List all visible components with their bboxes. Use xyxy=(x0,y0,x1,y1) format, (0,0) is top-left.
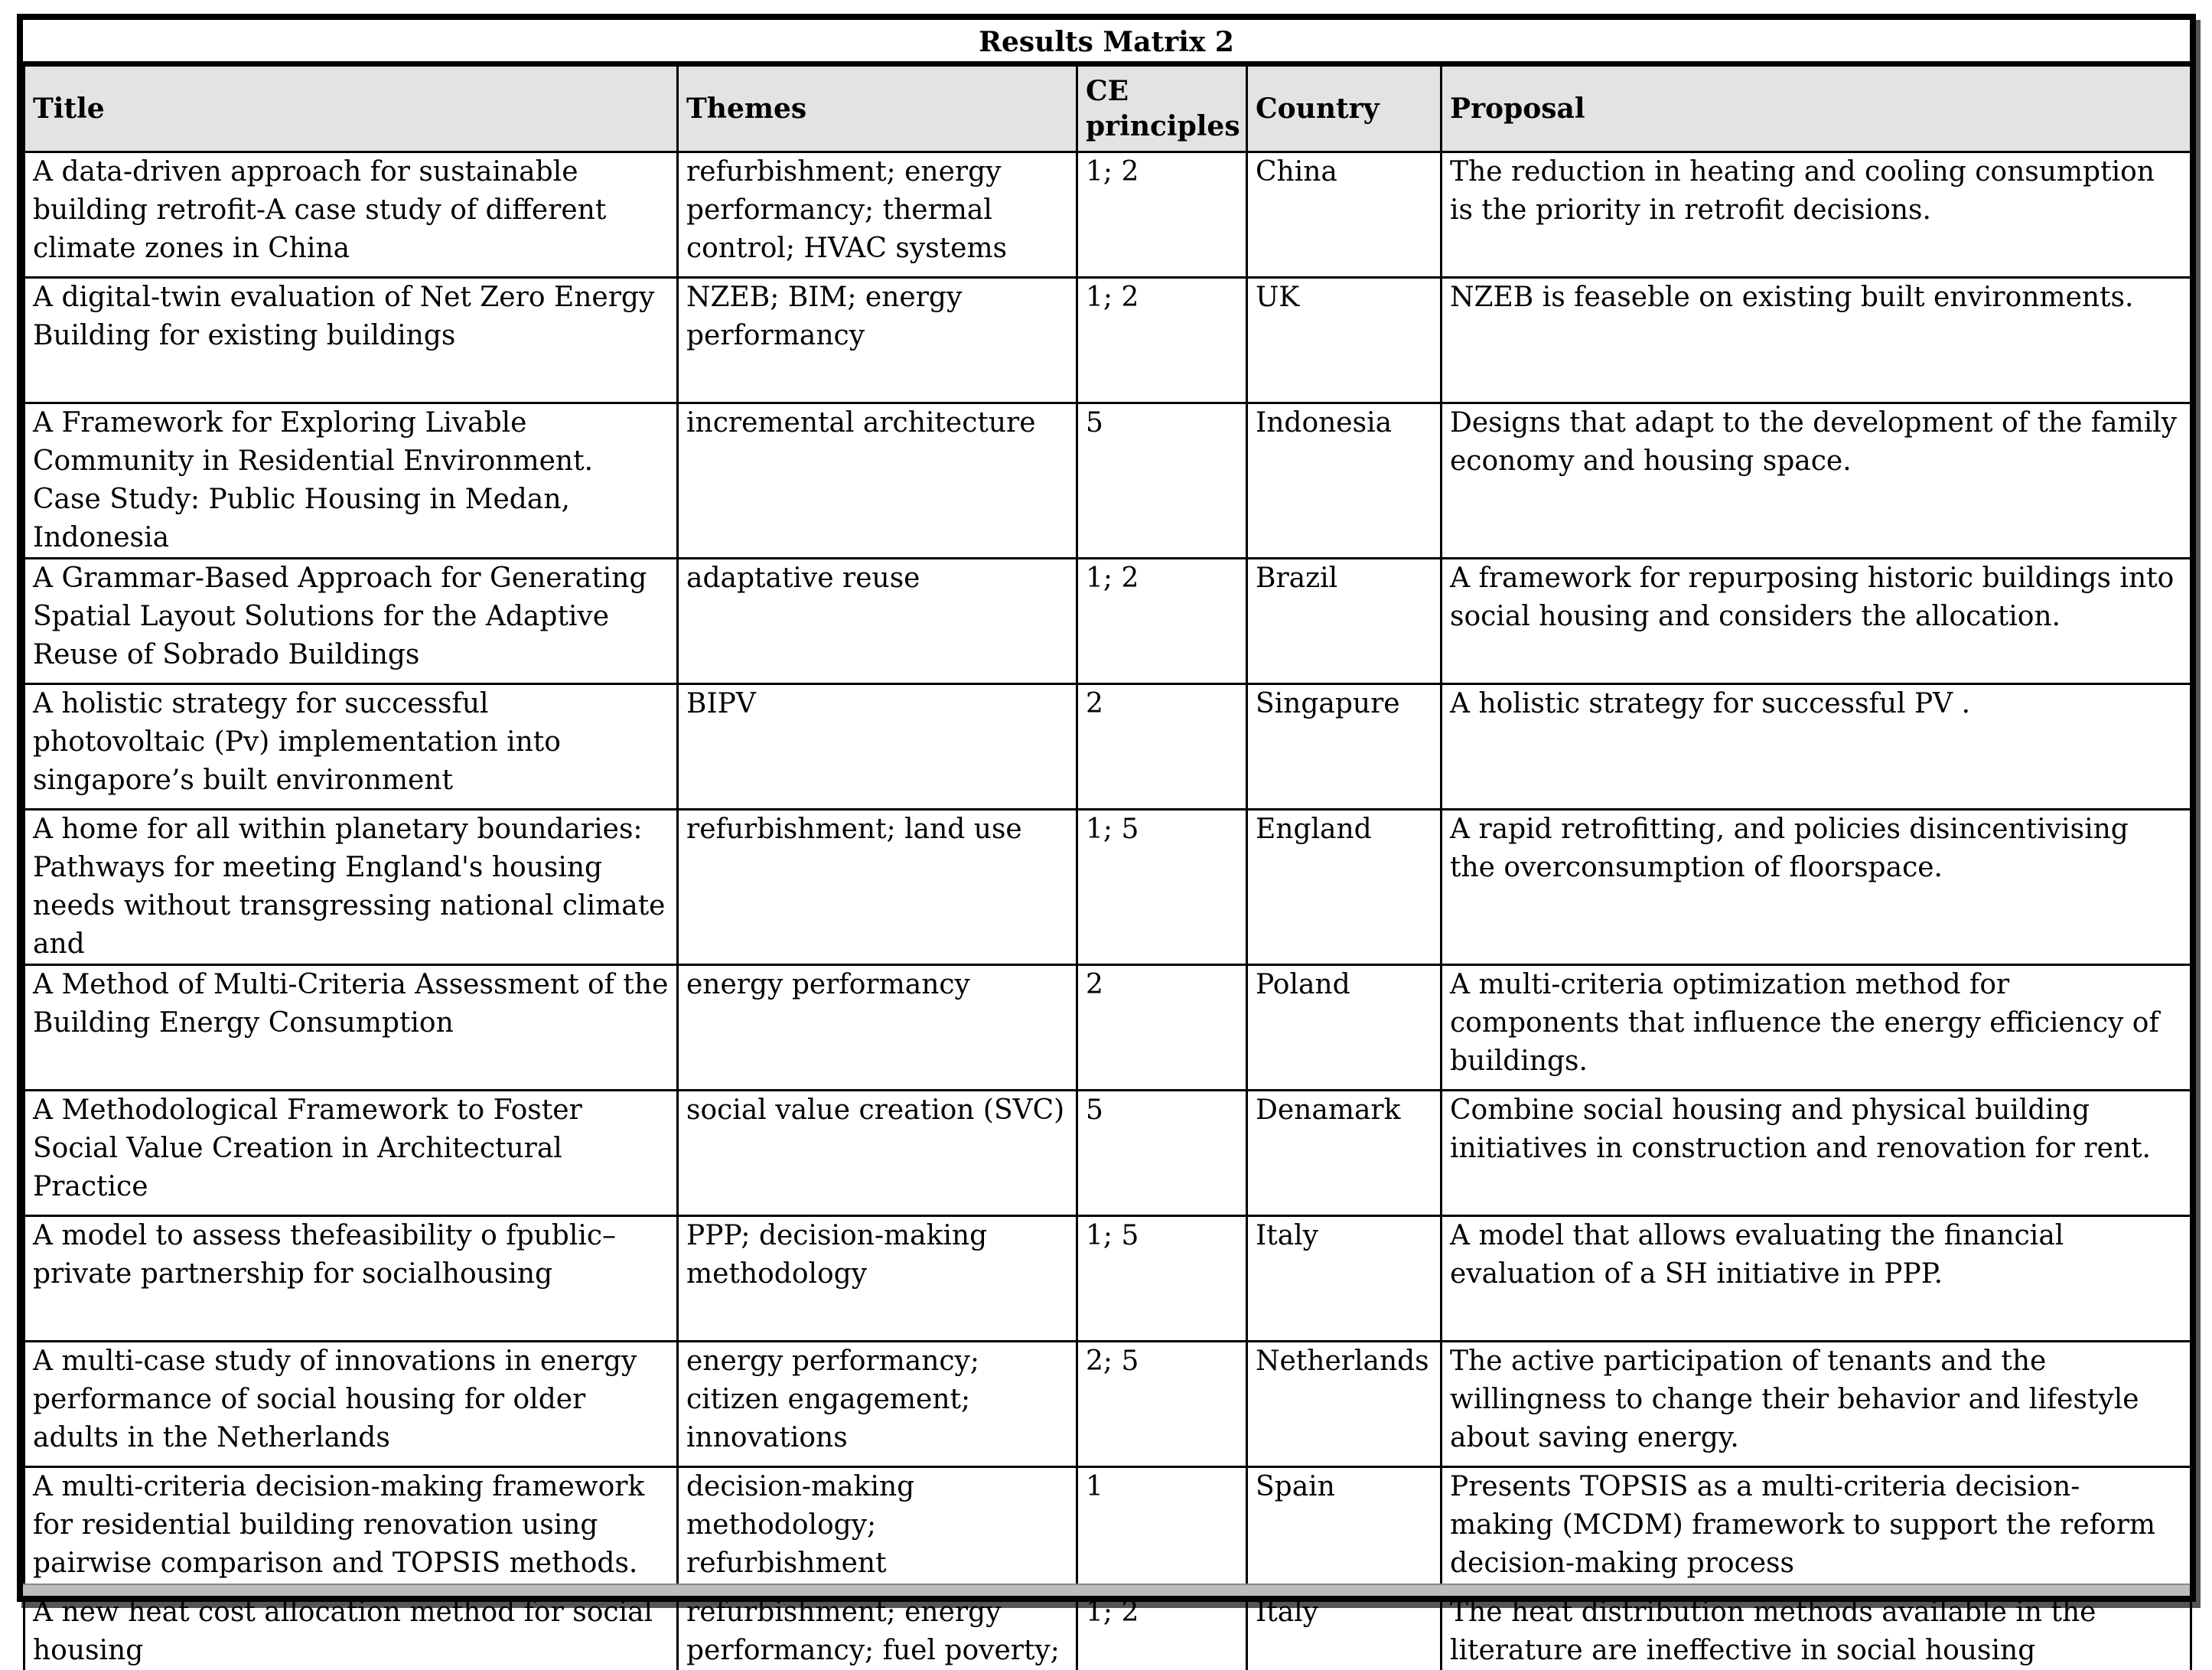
header-themes: Themes xyxy=(678,66,1077,152)
cell-title: A model to assess thefeasibility o fpublic–private partnership for socialhousing xyxy=(24,1216,678,1342)
cell-ce: 1; 2 xyxy=(1077,1593,1247,1670)
cell-ce: 2 xyxy=(1077,684,1247,810)
results-matrix-table xyxy=(23,64,2192,1670)
cell-proposal: Combine social housing and physical building initiatives in construction and renovation for rent. xyxy=(1442,1091,2191,1216)
cell-ce: 1; 5 xyxy=(1077,1216,1247,1342)
cell-themes: energy performancy; citizen engagement; innovations xyxy=(678,1342,1077,1467)
cell-country: Brazil xyxy=(1247,559,1442,684)
cell-themes: refurbishment; land use xyxy=(678,810,1077,965)
table-row xyxy=(24,810,2191,965)
table-row xyxy=(24,1342,2191,1467)
cell-ce: 5 xyxy=(1077,1091,1247,1216)
cell-proposal: Presents TOPSIS as a multi-criteria decision-making (MCDM) framework to support the reform decision-making process xyxy=(1442,1467,2191,1593)
cell-country: China xyxy=(1247,152,1442,278)
results-matrix-frame xyxy=(17,14,2196,1602)
cell-title: A Methodological Framework to Foster Social Value Creation in Architectural Practice xyxy=(24,1091,678,1216)
cell-proposal: A model that allows evaluating the financial evaluation of a SH initiative in PPP. xyxy=(1442,1216,2191,1342)
table-row xyxy=(24,278,2191,403)
cell-ce: 1; 2 xyxy=(1077,278,1247,403)
cell-title: A home for all within planetary boundaries: Pathways for meeting England's housing needs without transgressing national climate and xyxy=(24,810,678,965)
cell-proposal: A framework for repurposing historic buildings into social housing and considers the allocation. xyxy=(1442,559,2191,684)
cell-title: A multi-criteria decision-making framework for residential building renovation using pairwise comparison and TOPSIS methods. xyxy=(24,1467,678,1593)
table-row xyxy=(24,684,2191,810)
cell-proposal: The active participation of tenants and the willingness to change their behavior and lifestyle about saving energy. xyxy=(1442,1342,2191,1467)
cell-title: A holistic strategy for successful photovoltaic (Pv) implementation into singapore’s built environment xyxy=(24,684,678,810)
cell-country: Denamark xyxy=(1247,1091,1442,1216)
cell-themes: adaptative reuse xyxy=(678,559,1077,684)
cell-themes: BIPV xyxy=(678,684,1077,810)
cell-country: Poland xyxy=(1247,965,1442,1091)
cell-title: A data-driven approach for sustainable building retrofit-A case study of different climate zones in China xyxy=(24,152,678,278)
table-row xyxy=(24,1593,2191,1670)
cell-proposal: A rapid retrofitting, and policies disincentivising the overconsumption of floorspace. xyxy=(1442,810,2191,965)
cell-title: A Grammar-Based Approach for Generating Spatial Layout Solutions for the Adaptive Reuse of Sobrado Buildings xyxy=(24,559,678,684)
cell-themes: refurbishment; energy performancy; fuel poverty; xyxy=(678,1593,1077,1670)
cell-ce: 2 xyxy=(1077,965,1247,1091)
cell-themes: social value creation (SVC) xyxy=(678,1091,1077,1216)
cell-ce: 1; 2 xyxy=(1077,152,1247,278)
cell-themes: incremental architecture xyxy=(678,403,1077,559)
cell-country: Italy xyxy=(1247,1593,1442,1670)
cell-proposal: The heat distribution methods available in the literature are ineffective in social housing xyxy=(1442,1593,2191,1670)
cell-country: Singapure xyxy=(1247,684,1442,810)
cell-ce: 1; 2 xyxy=(1077,559,1247,684)
cell-proposal: NZEB is feaseble on existing built environments. xyxy=(1442,278,2191,403)
cell-country: Spain xyxy=(1247,1467,1442,1593)
cell-proposal: Designs that adapt to the development of the family economy and housing space. xyxy=(1442,403,2191,559)
header-country: Country xyxy=(1247,66,1442,152)
cell-country: UK xyxy=(1247,278,1442,403)
cell-ce: 1 xyxy=(1077,1467,1247,1593)
cell-proposal: The reduction in heating and cooling consumption is the priority in retrofit decisions. xyxy=(1442,152,2191,278)
cell-country: Italy xyxy=(1247,1216,1442,1342)
cell-themes: energy performancy xyxy=(678,965,1077,1091)
header-row xyxy=(24,66,2191,152)
table-row xyxy=(24,965,2191,1091)
header-ce-principles: CE principles xyxy=(1077,66,1247,152)
cell-proposal: A multi-criteria optimization method for components that influence the energy efficiency of buildings. xyxy=(1442,965,2191,1091)
table-row xyxy=(24,1467,2191,1593)
header-proposal: Proposal xyxy=(1442,66,2191,152)
cell-themes: PPP; decision-making methodology xyxy=(678,1216,1077,1342)
cell-title: A new heat cost allocation method for social housing xyxy=(24,1593,678,1670)
table-row xyxy=(24,1216,2191,1342)
cell-country: Indonesia xyxy=(1247,403,1442,559)
table-row xyxy=(24,403,2191,559)
cell-title: A Framework for Exploring Livable Community in Residential Environment. Case Study: Public Housing in Medan, Indonesia xyxy=(24,403,678,559)
cell-country: England xyxy=(1247,810,1442,965)
cell-title: A Method of Multi-Criteria Assessment of the Building Energy Consumption xyxy=(24,965,678,1091)
cell-title: A digital-twin evaluation of Net Zero Energy Building for existing buildings xyxy=(24,278,678,403)
cell-ce: 2; 5 xyxy=(1077,1342,1247,1467)
cell-themes: decision-making methodology; refurbishment xyxy=(678,1467,1077,1593)
table-row xyxy=(24,152,2191,278)
cell-country: Netherlands xyxy=(1247,1342,1442,1467)
table-row xyxy=(24,1091,2191,1216)
bottom-cutoff-bar xyxy=(23,1584,2190,1596)
header-title: Title xyxy=(24,66,678,152)
cell-themes: NZEB; BIM; energy performancy xyxy=(678,278,1077,403)
cell-proposal: A holistic strategy for successful PV . xyxy=(1442,684,2191,810)
table-caption: Results Matrix 2 xyxy=(23,20,2190,64)
cell-title: A multi-case study of innovations in energy performance of social housing for older adults in the Netherlands xyxy=(24,1342,678,1467)
cell-ce: 5 xyxy=(1077,403,1247,559)
table-row xyxy=(24,559,2191,684)
cell-themes: refurbishment; energy performancy; thermal control; HVAC systems xyxy=(678,152,1077,278)
cell-ce: 1; 5 xyxy=(1077,810,1247,965)
